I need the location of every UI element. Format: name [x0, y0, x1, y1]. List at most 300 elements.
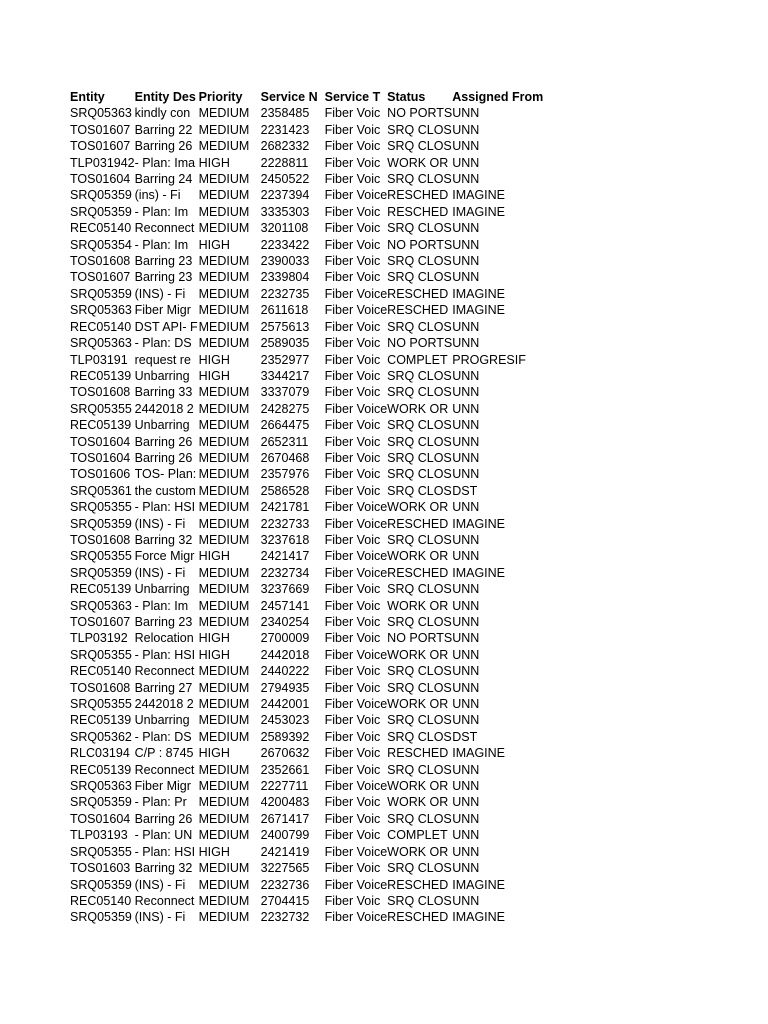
cell-priority: MEDIUM — [198, 811, 250, 826]
cell-status: WORK OR — [387, 500, 449, 515]
cell-service-number: 2421781 — [260, 500, 310, 515]
cell-service-type: Fiber Voic — [324, 729, 381, 744]
cell-entity-description: DST API- F — [134, 319, 198, 334]
cell-entity-description: (INS) - Fi — [134, 286, 186, 301]
cell-service-type: Fiber Voice — [324, 565, 388, 580]
table-row — [70, 630, 546, 646]
cell-entity-description: Barring 26 — [134, 434, 193, 449]
cell-priority: MEDIUM — [198, 418, 250, 433]
cell-assigned-from: IMAGINE — [452, 204, 506, 219]
cell-entity-description: - Plan: HSI — [134, 844, 196, 859]
table-row — [70, 352, 546, 368]
cell-entity-description: Barring 32 — [134, 532, 193, 547]
cell-service-type: Fiber Voic — [324, 270, 381, 285]
cell-entity-description: Barring 23 — [134, 615, 193, 629]
cell-status: RESCHED — [387, 286, 449, 301]
cell-assigned-from: UNN — [452, 861, 480, 876]
cell-assigned-from: UNN — [452, 336, 480, 351]
cell-assigned-from: PROGRESIF — [452, 352, 526, 367]
table-row — [70, 105, 546, 121]
cell-priority: MEDIUM — [198, 122, 250, 137]
cell-service-number: 3237618 — [260, 532, 310, 547]
cell-service-number: 2232732 — [260, 910, 310, 925]
cell-priority: MEDIUM — [198, 713, 250, 728]
cell-status: SRQ CLOS — [387, 254, 452, 269]
cell-entity: TOS01604 — [70, 172, 131, 187]
cell-service-number: 2652311 — [260, 434, 309, 449]
cell-assigned-from: IMAGINE — [452, 910, 506, 925]
cell-assigned-from: UNN — [452, 122, 480, 137]
cell-service-number: 2428275 — [260, 401, 310, 416]
cell-entity: SRQ05359 — [70, 795, 132, 810]
cell-priority: MEDIUM — [198, 319, 250, 334]
cell-status: SRQ CLOS — [387, 221, 452, 236]
cell-service-number: 2228811 — [260, 155, 309, 170]
cell-assigned-from: UNN — [452, 582, 480, 597]
table-row — [70, 155, 546, 171]
cell-entity-description: (INS) - Fi — [134, 877, 186, 892]
cell-assigned-from: UNN — [452, 172, 480, 187]
cell-entity: REC05139 — [70, 418, 132, 433]
cell-entity: TOS01608 — [70, 254, 131, 269]
cell-assigned-from: UNN — [452, 155, 480, 170]
cell-status: SRQ CLOS — [387, 467, 452, 482]
cell-assigned-from: UNN — [452, 254, 480, 269]
cell-assigned-from: IMAGINE — [452, 877, 506, 892]
table-row — [70, 220, 546, 236]
cell-assigned-from: UNN — [452, 598, 480, 613]
table-row — [70, 401, 546, 417]
cell-service-number: 2586528 — [260, 483, 310, 498]
cell-priority: MEDIUM — [198, 483, 250, 498]
cell-entity-description: Unbarring — [134, 582, 190, 597]
cell-service-type: Fiber Voic — [324, 155, 381, 170]
table-row — [70, 614, 546, 630]
table-row — [70, 122, 546, 138]
cell-assigned-from: UNN — [452, 319, 480, 334]
cell-priority: HIGH — [198, 368, 230, 383]
cell-status: RESCHED — [387, 188, 449, 203]
cell-entity: REC05139 — [70, 762, 132, 777]
cell-assigned-from: IMAGINE — [452, 188, 506, 203]
cell-entity-description: Barring 22 — [134, 122, 193, 137]
cell-service-type: Fiber Voice — [324, 877, 388, 892]
cell-service-type: Fiber Voic — [324, 762, 381, 777]
table-row — [70, 269, 546, 285]
cell-status: WORK OR — [387, 598, 449, 613]
cell-priority: MEDIUM — [198, 303, 250, 318]
cell-assigned-from: UNN — [452, 631, 480, 646]
cell-service-number: 2682332 — [260, 139, 310, 154]
cell-entity: TOS01604 — [70, 450, 131, 465]
cell-service-number: 2670468 — [260, 450, 310, 465]
cell-entity-description: (INS) - Fi — [134, 910, 186, 925]
cell-priority: MEDIUM — [198, 565, 250, 580]
cell-priority: MEDIUM — [198, 221, 250, 236]
column-header-status: Status — [387, 90, 426, 104]
cell-assigned-from: UNN — [452, 795, 480, 810]
cell-service-type: Fiber Voice — [324, 516, 388, 531]
cell-service-number: 3344217 — [260, 368, 310, 383]
cell-entity: SRQ05355 — [70, 500, 132, 515]
cell-entity: TOS01606 — [70, 467, 131, 482]
cell-status: SRQ CLOS — [387, 139, 452, 154]
cell-entity-description: - Plan: DS — [134, 729, 192, 744]
cell-status: SRQ CLOS — [387, 368, 452, 383]
cell-status: RESCHED — [387, 746, 449, 761]
cell-service-number: 2357976 — [260, 467, 310, 482]
cell-service-type: Fiber Voic — [324, 254, 381, 269]
cell-service-number: 2704415 — [260, 893, 310, 908]
cell-priority: MEDIUM — [198, 762, 250, 777]
cell-status: RESCHED — [387, 516, 449, 531]
table-row — [70, 335, 546, 351]
cell-status: SRQ CLOS — [387, 729, 452, 744]
cell-assigned-from: DST — [452, 729, 478, 744]
table-row — [70, 302, 546, 318]
cell-service-number: 2611618 — [260, 303, 309, 318]
cell-priority: HIGH — [198, 631, 230, 646]
cell-entity: TOS01608 — [70, 680, 131, 695]
table-row — [70, 204, 546, 220]
cell-status: RESCHED — [387, 877, 449, 892]
cell-status: WORK OR — [387, 155, 449, 170]
column-header-entity-description: Entity Des — [134, 90, 196, 104]
cell-entity-description: - Plan: Im — [134, 237, 189, 252]
table-row — [70, 532, 546, 548]
cell-service-type: Fiber Voice — [324, 303, 388, 318]
cell-entity: REC05140 — [70, 319, 132, 334]
cell-assigned-from: UNN — [452, 549, 480, 564]
cell-assigned-from: UNN — [452, 500, 480, 515]
cell-service-number: 2421417 — [260, 549, 310, 564]
column-header-assigned-from: Assigned From — [452, 90, 544, 104]
cell-status: WORK OR — [387, 401, 449, 416]
cell-entity-description: 2442018 2 — [134, 401, 194, 416]
cell-status: SRQ CLOS — [387, 811, 452, 826]
cell-status: SRQ CLOS — [387, 418, 452, 433]
table-row — [70, 450, 546, 466]
cell-status: NO PORTS — [387, 237, 453, 252]
cell-status: SRQ CLOS — [387, 172, 452, 187]
cell-status: SRQ CLOS — [387, 713, 452, 728]
cell-status: SRQ CLOS — [387, 434, 452, 449]
cell-entity: SRQ05354 — [70, 237, 132, 252]
table-row — [70, 466, 546, 482]
spreadsheet-table — [70, 89, 546, 926]
cell-assigned-from: UNN — [452, 385, 480, 400]
cell-entity: REC05139 — [70, 582, 132, 597]
cell-entity-description: (INS) - Fi — [134, 516, 186, 531]
cell-priority: HIGH — [198, 352, 230, 367]
cell-entity-description: Barring 23 — [134, 270, 193, 285]
cell-assigned-from: UNN — [452, 893, 480, 908]
cell-entity-description: Barring 26 — [134, 139, 193, 154]
cell-service-number: 2442001 — [260, 697, 310, 712]
table-row — [70, 138, 546, 154]
cell-assigned-from: UNN — [452, 106, 480, 121]
cell-priority: MEDIUM — [198, 910, 250, 925]
cell-entity-description: C/P : 8745 — [134, 746, 194, 761]
cell-status: SRQ CLOS — [387, 270, 452, 285]
cell-entity: SRQ05355 — [70, 549, 132, 564]
cell-service-number: 4200483 — [260, 795, 310, 810]
cell-service-type: Fiber Voice — [324, 779, 388, 794]
cell-entity: TOS01603 — [70, 861, 131, 876]
cell-service-type: Fiber Voic — [324, 828, 381, 843]
cell-service-type: Fiber Voic — [324, 106, 381, 121]
cell-service-number: 2340254 — [260, 615, 310, 629]
cell-service-number: 2440222 — [260, 664, 310, 679]
cell-entity-description: - Plan: UN — [134, 828, 193, 843]
cell-priority: MEDIUM — [198, 779, 250, 794]
cell-entity-description: - Plan: HSI — [134, 647, 196, 662]
cell-service-type: Fiber Voice — [324, 910, 388, 925]
cell-entity-description: Barring 32 — [134, 861, 193, 876]
cell-entity: TOS01608 — [70, 385, 131, 400]
cell-assigned-from: UNN — [452, 811, 480, 826]
cell-priority: MEDIUM — [198, 664, 250, 679]
cell-entity-description: - Plan: Pr — [134, 795, 187, 810]
cell-service-number: 2671417 — [260, 811, 310, 826]
cell-assigned-from: IMAGINE — [452, 286, 506, 301]
cell-entity: SRQ05359 — [70, 204, 132, 219]
cell-priority: MEDIUM — [198, 532, 250, 547]
cell-service-type: Fiber Voic — [324, 746, 381, 761]
cell-assigned-from: IMAGINE — [452, 516, 506, 531]
header-row — [70, 89, 546, 105]
cell-priority: MEDIUM — [198, 188, 250, 203]
cell-assigned-from: UNN — [452, 828, 480, 843]
cell-priority: MEDIUM — [198, 139, 250, 154]
cell-service-number: 2453023 — [260, 713, 310, 728]
cell-assigned-from: UNN — [452, 532, 480, 547]
cell-entity-description: Reconnect — [134, 221, 195, 236]
cell-service-type: Fiber Voice — [324, 286, 388, 301]
cell-service-number: 2233422 — [260, 237, 310, 252]
cell-assigned-from: UNN — [452, 401, 480, 416]
cell-entity: REC05140 — [70, 221, 132, 236]
cell-priority: MEDIUM — [198, 434, 250, 449]
cell-service-type: Fiber Voic — [324, 467, 381, 482]
cell-service-type: Fiber Voice — [324, 188, 388, 203]
table-row — [70, 680, 546, 696]
cell-status: WORK OR — [387, 844, 449, 859]
cell-service-number: 2352977 — [260, 352, 310, 367]
cell-entity-description: Barring 33 — [134, 385, 193, 400]
cell-priority: MEDIUM — [198, 270, 250, 285]
cell-entity: SRQ05363 — [70, 303, 132, 318]
table-row — [70, 860, 546, 876]
cell-entity-description: Reconnect — [134, 762, 195, 777]
cell-status: SRQ CLOS — [387, 762, 452, 777]
cell-priority: MEDIUM — [198, 729, 250, 744]
cell-service-type: Fiber Voic — [324, 418, 381, 433]
cell-priority: MEDIUM — [198, 106, 250, 121]
cell-service-type: Fiber Voic — [324, 237, 381, 252]
cell-priority: HIGH — [198, 844, 230, 859]
cell-priority: MEDIUM — [198, 582, 250, 597]
table-row — [70, 794, 546, 810]
cell-entity-description: - Plan: HSI — [134, 500, 196, 515]
table-row — [70, 893, 546, 909]
cell-status: NO PORTS — [387, 336, 453, 351]
cell-entity-description: - Plan: Im — [134, 598, 189, 613]
cell-service-type: Fiber Voic — [324, 221, 381, 236]
cell-priority: MEDIUM — [198, 401, 250, 416]
cell-service-type: Fiber Voic — [324, 352, 381, 367]
cell-status: SRQ CLOS — [387, 532, 452, 547]
cell-service-type: Fiber Voice — [324, 401, 388, 416]
cell-entity-description: - Plan: Im — [134, 204, 189, 219]
cell-service-number: 2670632 — [260, 746, 310, 761]
cell-service-type: Fiber Voic — [324, 122, 381, 137]
cell-entity: TOS01607 — [70, 270, 131, 285]
cell-entity-description: 2442018 2 — [134, 697, 194, 712]
cell-priority: MEDIUM — [198, 861, 250, 876]
cell-service-number: 2700009 — [260, 631, 310, 646]
cell-priority: MEDIUM — [198, 893, 250, 908]
cell-service-type: Fiber Voic — [324, 811, 381, 826]
cell-assigned-from: IMAGINE — [452, 303, 506, 318]
cell-entity-description: - Plan: DS — [134, 336, 192, 351]
cell-entity: TOS01607 — [70, 122, 131, 137]
cell-entity-description: (INS) - Fi — [134, 565, 186, 580]
cell-assigned-from: UNN — [452, 237, 480, 252]
cell-entity-description: Barring 27 — [134, 680, 193, 695]
table-row — [70, 368, 546, 384]
cell-entity-description: Force Migr — [134, 549, 195, 564]
cell-entity: TLP031942 — [70, 155, 135, 170]
table-row — [70, 827, 546, 843]
cell-service-number: 2237394 — [260, 188, 310, 203]
cell-priority: MEDIUM — [198, 286, 250, 301]
cell-priority: MEDIUM — [198, 500, 250, 515]
cell-status: WORK OR — [387, 647, 449, 662]
cell-service-number: 2227711 — [260, 779, 309, 794]
cell-priority: MEDIUM — [198, 385, 250, 400]
cell-entity-description: Unbarring — [134, 418, 190, 433]
table-row — [70, 729, 546, 745]
cell-assigned-from: UNN — [452, 680, 480, 695]
cell-entity: SRQ05361 — [70, 483, 132, 498]
cell-service-number: 2589035 — [260, 336, 310, 351]
cell-entity-description: - Plan: Ima — [134, 155, 196, 170]
cell-status: SRQ CLOS — [387, 450, 452, 465]
table-row — [70, 877, 546, 893]
cell-service-type: Fiber Voice — [324, 549, 388, 564]
cell-priority: MEDIUM — [198, 467, 250, 482]
table-row — [70, 384, 546, 400]
cell-service-type: Fiber Voic — [324, 582, 381, 597]
cell-entity: RLC03194 — [70, 746, 130, 761]
cell-service-number: 2232735 — [260, 286, 310, 301]
cell-assigned-from: UNN — [452, 139, 480, 154]
table-row — [70, 565, 546, 581]
cell-entity: SRQ05359 — [70, 286, 132, 301]
cell-entity: TOS01607 — [70, 615, 131, 629]
cell-service-type: Fiber Voic — [324, 893, 381, 908]
cell-priority: MEDIUM — [198, 877, 250, 892]
cell-assigned-from: UNN — [452, 434, 480, 449]
table-row — [70, 516, 546, 532]
cell-service-number: 2400799 — [260, 828, 310, 843]
cell-service-type: Fiber Voic — [324, 713, 381, 728]
cell-entity: TOS01604 — [70, 434, 131, 449]
cell-status: SRQ CLOS — [387, 582, 452, 597]
cell-service-type: Fiber Voic — [324, 598, 381, 613]
cell-priority: HIGH — [198, 647, 230, 662]
cell-assigned-from: UNN — [452, 368, 480, 383]
cell-priority: MEDIUM — [198, 598, 250, 613]
cell-entity-description: Barring 26 — [134, 450, 193, 465]
cell-assigned-from: UNN — [452, 664, 480, 679]
cell-entity: TOS01608 — [70, 532, 131, 547]
table-row — [70, 745, 546, 761]
cell-entity-description: Fiber Migr — [134, 303, 191, 318]
cell-entity: SRQ05359 — [70, 877, 132, 892]
cell-entity: SRQ05362 — [70, 729, 132, 744]
table-row — [70, 319, 546, 335]
cell-status: SRQ CLOS — [387, 483, 452, 498]
cell-service-type: Fiber Voic — [324, 319, 381, 334]
cell-assigned-from: UNN — [452, 450, 480, 465]
cell-priority: MEDIUM — [198, 795, 250, 810]
cell-entity: TOS01607 — [70, 139, 131, 154]
cell-service-number: 2358485 — [260, 106, 310, 121]
cell-entity: SRQ05363 — [70, 106, 132, 121]
cell-status: RESCHED — [387, 565, 449, 580]
table-row — [70, 762, 546, 778]
cell-service-type: Fiber Voic — [324, 204, 381, 219]
cell-priority: MEDIUM — [198, 697, 250, 712]
cell-priority: MEDIUM — [198, 204, 250, 219]
cell-entity-description: the custom — [134, 483, 196, 498]
table-row — [70, 811, 546, 827]
cell-entity: SRQ05355 — [70, 844, 132, 859]
table-row — [70, 286, 546, 302]
cell-entity: TLP03191 — [70, 352, 128, 367]
cell-status: RESCHED — [387, 204, 449, 219]
cell-service-number: 3335303 — [260, 204, 310, 219]
cell-priority: MEDIUM — [198, 615, 250, 629]
cell-status: SRQ CLOS — [387, 615, 452, 629]
cell-status: SRQ CLOS — [387, 861, 452, 876]
cell-entity: REC05140 — [70, 893, 132, 908]
cell-service-number: 2232736 — [260, 877, 310, 892]
cell-priority: MEDIUM — [198, 680, 250, 695]
cell-assigned-from: UNN — [452, 713, 480, 728]
cell-entity-description: kindly con — [134, 106, 191, 121]
cell-entity: TOS01604 — [70, 811, 131, 826]
cell-priority: MEDIUM — [198, 450, 250, 465]
cell-service-type: Fiber Voic — [324, 483, 381, 498]
cell-assigned-from: UNN — [452, 418, 480, 433]
cell-service-type: Fiber Voic — [324, 680, 381, 695]
cell-service-type: Fiber Voic — [324, 664, 381, 679]
cell-service-number: 2575613 — [260, 319, 310, 334]
column-header-entity: Entity — [70, 90, 105, 104]
table-row — [70, 417, 546, 433]
cell-status: COMPLET — [387, 828, 448, 843]
cell-assigned-from: IMAGINE — [452, 565, 506, 580]
table-row — [70, 171, 546, 187]
table-row — [70, 696, 546, 712]
cell-service-number: 3237669 — [260, 582, 310, 597]
table-row — [70, 712, 546, 728]
cell-status: SRQ CLOS — [387, 385, 452, 400]
table-row — [70, 663, 546, 679]
